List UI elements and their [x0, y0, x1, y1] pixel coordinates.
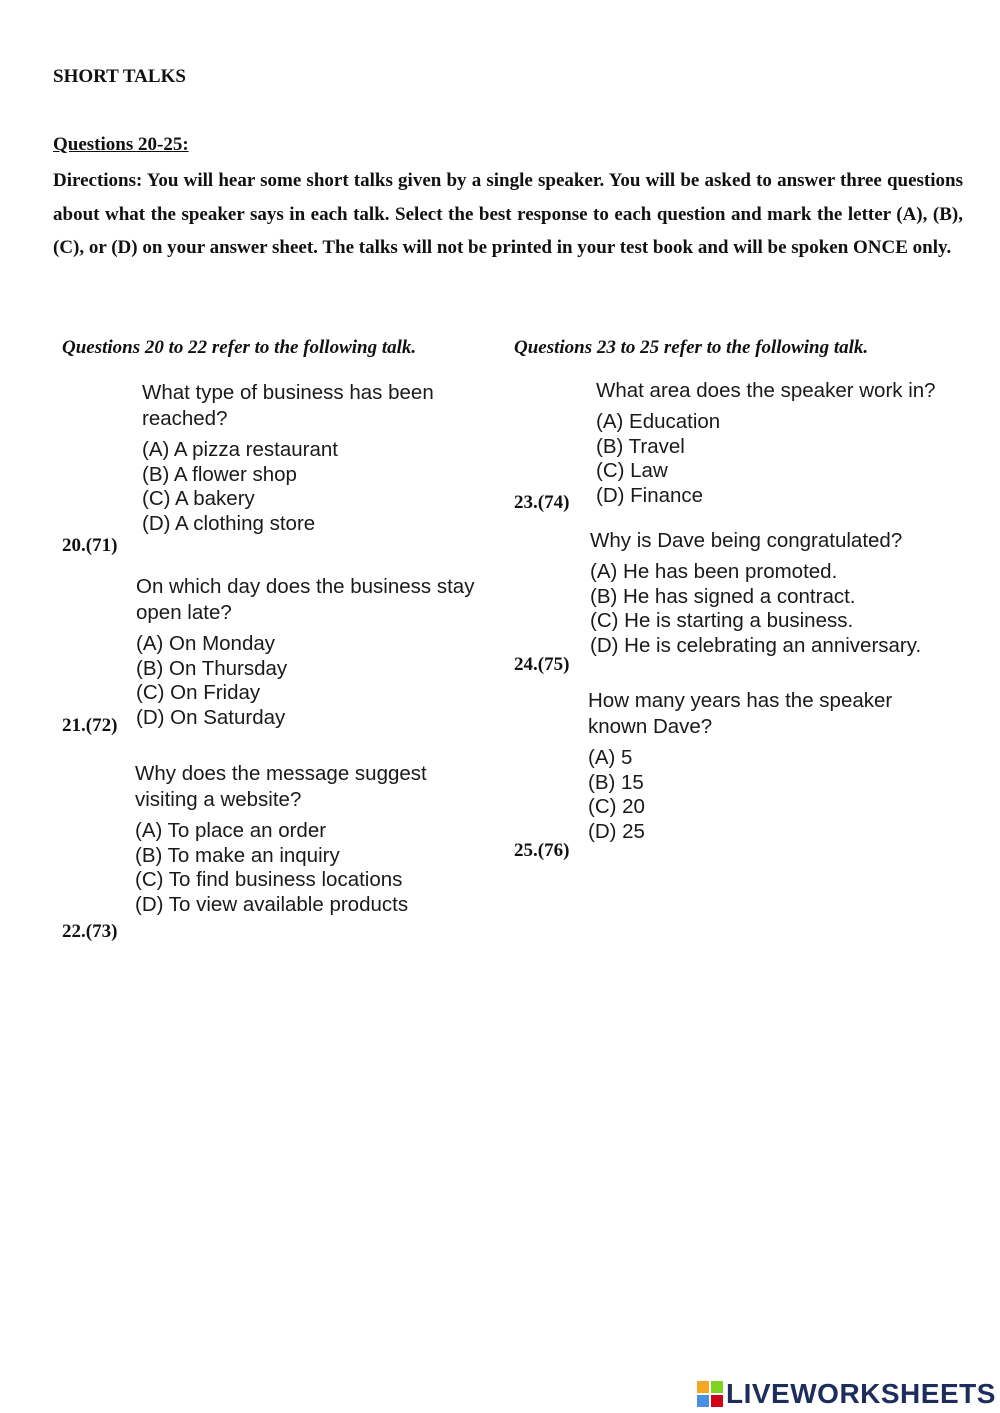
- option-c[interactable]: (C) To find business locations: [135, 868, 403, 891]
- talk-1-intro: Questions 20 to 22 refer to the following talk.: [62, 337, 417, 358]
- option-c[interactable]: (C) 20: [588, 795, 645, 818]
- option-c[interactable]: (C) Law: [596, 459, 668, 482]
- question-22-text: Why does the message suggest visiting a website?: [135, 762, 427, 811]
- question-25: [588, 688, 928, 844]
- page-title: SHORT TALKS: [53, 66, 186, 87]
- question-25-text: How many years has the speaker known Dave?: [588, 689, 893, 738]
- option-b[interactable]: (B) He has signed a contract.: [590, 584, 856, 608]
- option-a[interactable]: (A) He has been promoted.: [590, 560, 838, 583]
- question-24-options: [590, 560, 970, 658]
- option-a[interactable]: (A) A pizza restaurant: [142, 438, 338, 461]
- option-b[interactable]: (B) To make an inquiry: [135, 843, 340, 867]
- question-23-text: What area does the speaker work in?: [596, 379, 936, 402]
- option-c[interactable]: (C) He is starting a business.: [590, 609, 854, 632]
- question-22-number: 22.(73): [62, 921, 118, 942]
- liveworksheets-brand: [697, 1378, 996, 1410]
- question-21-number: 21.(72): [62, 715, 118, 736]
- question-23-number: 23.(74): [514, 492, 570, 513]
- directions-text: Directions: You will hear some short talks given by a single speaker. You will be asked to answer three questions about what the speaker says in each talk. Select the best response to each question and mark the letter (A), (B), (C), or (D) on your answer sheet. The talks will not be printed in your test book and will be spoken ONCE only.: [53, 170, 963, 258]
- logo-square-1: [697, 1381, 709, 1393]
- option-d[interactable]: (D) He is celebrating an anniversary.: [590, 633, 922, 657]
- option-d[interactable]: (D) Finance: [596, 483, 704, 507]
- option-d[interactable]: (D) A clothing store: [142, 511, 316, 535]
- option-c[interactable]: (C) A bakery: [142, 487, 255, 510]
- option-a[interactable]: (A) To place an order: [135, 819, 327, 842]
- question-21-text: On which day does the business stay open late?: [136, 575, 475, 624]
- question-24: [590, 528, 970, 658]
- brand-name: LIVEWORKSHEETS: [726, 1378, 996, 1409]
- question-20: [142, 380, 462, 536]
- question-20-number: 20.(71): [62, 535, 118, 556]
- question-22-options: [135, 819, 470, 917]
- logo-square-2: [711, 1381, 723, 1393]
- option-d[interactable]: (D) On Saturday: [136, 705, 286, 729]
- section-heading: Questions 20-25:: [53, 134, 189, 155]
- question-20-options: [142, 438, 462, 536]
- question-25-number: 25.(76): [514, 840, 570, 861]
- question-25-options: [588, 746, 928, 844]
- question-23-options: [596, 410, 956, 508]
- talk-2-intro: Questions 23 to 25 refer to the following talk.: [514, 337, 869, 358]
- question-20-text: What type of business has been reached?: [142, 381, 434, 430]
- option-b[interactable]: (B) A flower shop: [142, 462, 297, 486]
- option-b[interactable]: (B) 15: [588, 770, 644, 794]
- liveworksheets-logo-icon: [697, 1381, 723, 1407]
- option-a[interactable]: (A) 5: [588, 746, 633, 769]
- option-d[interactable]: (D) 25: [588, 819, 645, 843]
- question-24-text: Why is Dave being congratulated?: [590, 529, 903, 552]
- option-b[interactable]: (B) On Thursday: [136, 656, 288, 680]
- option-c[interactable]: (C) On Friday: [136, 681, 261, 704]
- question-22: [135, 761, 470, 917]
- question-21-options: [136, 632, 506, 730]
- option-d[interactable]: (D) To view available products: [135, 892, 409, 916]
- question-24-number: 24.(75): [514, 654, 570, 675]
- question-23: [596, 378, 956, 508]
- logo-square-4: [711, 1395, 723, 1407]
- option-a[interactable]: (A) On Monday: [136, 632, 275, 655]
- option-a[interactable]: (A) Education: [596, 410, 721, 433]
- question-21: [136, 574, 506, 730]
- option-b[interactable]: (B) Travel: [596, 434, 685, 458]
- logo-square-3: [697, 1395, 709, 1407]
